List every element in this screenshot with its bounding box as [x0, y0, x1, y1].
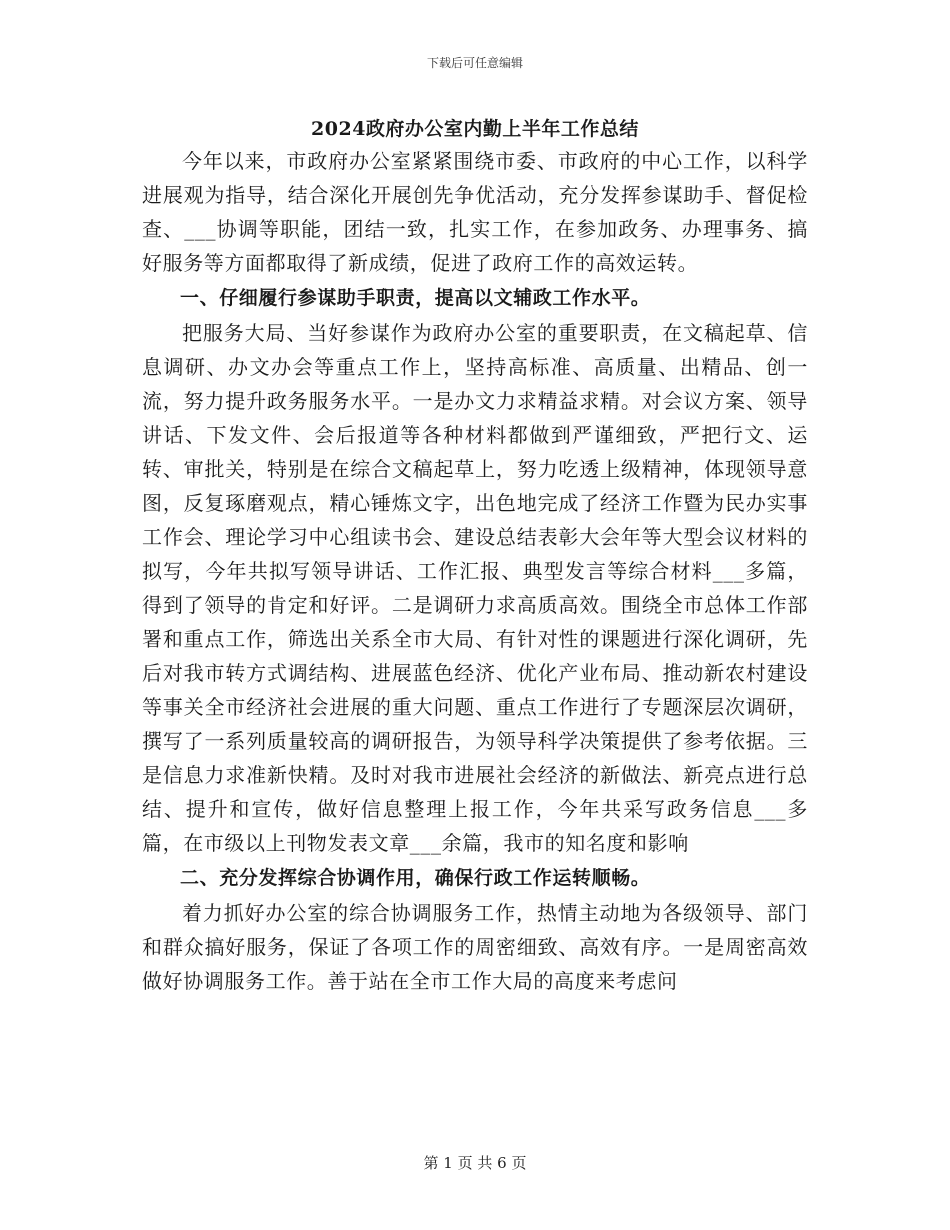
paragraph-section-2: 着力抓好办公室的综合协调服务工作，热情主动地为各级领导、部门和群众搞好服务，保证了各项工作的周密细致、高效有序。一是周密高效做好协调服务工作。善于站在全市工作大局的高度来考虑问 — [142, 901, 808, 993]
section-heading-1: 一、仔细履行参谋助手职责，提高以文辅政工作水平。 — [180, 287, 651, 309]
document-title: 2024政府办公室内勤上半年工作总结 — [311, 118, 639, 140]
page-number: 第 1 页 共 6 页 — [423, 1154, 527, 1172]
header-note: 下载后可任意编辑 — [426, 56, 523, 70]
section-heading-2: 二、充分发挥综合协调作用，确保行政工作运转顺畅。 — [180, 867, 651, 889]
paragraph-intro: 今年以来，市政府办公室紧紧围绕市委、市政府的中心工作，以科学进展观为指导，结合深化开展创先争优活动，充分发挥参谋助手、督促检查、___协调等职能，团结一致，扎实工作，在参加政务、办理事务、搞好服务等方面都取得了新成绩，促进了政府工作的高效运转。 — [142, 149, 808, 275]
document-body — [142, 144, 808, 998]
paragraph-section-1: 把服务大局、当好参谋作为政府办公室的重要职责，在文稿起草、信息调研、办文办会等重点工作上，坚持高标准、高质量、出精品、创一流，努力提升政务服务水平。一是办文力求精益求精。对会议方案、领导讲话、下发文件、会后报道等各种材料都做到严谨细致，严把行文、运转、审批关，特别是在综合文稿起草上，努力吃透上级精神，体现领导意图，反复琢磨观点，精心锤炼文字，出色地完成了经济工作暨为民办实事工作会、理论学习中心组读书会、建设总结表彰大会年等大型会议材料的拟写，今年共拟写领导讲话、工作汇报、典型发言等综合材料___多篇，得到了领导的肯定和好评。二是调研力求高质高效。围绕全市总体工作部署和重点工作，筛选出关系全市大局、有针对性的课题进行深化调研，先后对我市转方式调结构、进展蓝色经济、优化产业布局、推动新农村建设等事关全市经济社会进展的重大问题、重点工作进行了专题深层次调研，撰写了一系列质量较高的调研报告，为领导科学决策提供了参考依据。三是信息力求准新快精。及时对我市进展社会经济的新做法、新亮点进行总结、提升和宣传，做好信息整理上报工作，今年共采写政务信息___多篇，在市级以上刊物发表文章___余篇，我市的知名度和影响 — [142, 321, 808, 855]
